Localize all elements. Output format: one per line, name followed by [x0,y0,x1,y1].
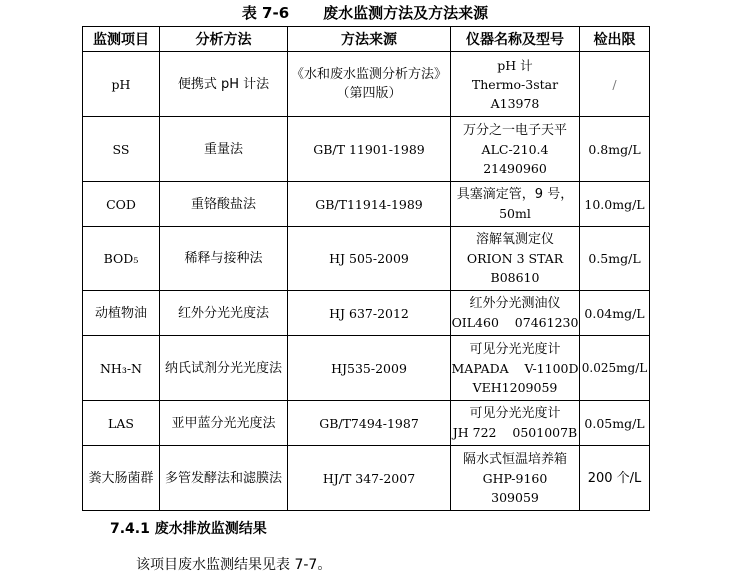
cell-method: 红外分光光度法 [160,291,288,336]
table-row [83,117,650,182]
header-limit: 检出限 [580,27,650,52]
instrument-line: ALC-210.4 [481,141,549,157]
instrument-line: pH 计 [497,57,533,73]
cell-method: 亚甲蓝分光光度法 [160,401,288,446]
cell-method: 多管发酵法和滤膜法 [160,446,288,511]
section-heading: 7.4.1 废水排放监测结果 [110,521,267,537]
source-line: HJ/T 347-2007 [322,470,416,486]
table-number: 表 7-6 [241,4,290,22]
cell-instrument [451,117,580,182]
cell-instrument [451,291,580,336]
instrument-line: 21490960 [483,160,547,176]
source-line: GB/T11914-1989 [315,196,423,212]
source-line: （第四版） [336,86,402,101]
instrument-line: 可见分光光度计 [469,341,561,357]
cell-limit: 0.5mg/L [580,227,650,291]
source-line: HJ 637-2012 [329,305,409,321]
cell-source [288,117,451,182]
cell-method: 纳氏试剂分光光度法 [160,336,288,401]
instrument-line: 309059 [491,489,539,505]
cell-instrument [451,52,580,117]
cell-instrument [451,182,580,227]
instrument-line: GHP-9160 [482,470,548,486]
table-row [83,182,650,227]
cell-source [288,446,451,511]
cell-method: 重量法 [160,117,288,182]
instrument-line: MAPADA V-1100D [451,360,579,376]
header-method: 分析方法 [160,27,288,52]
cell-item: 粪大肠菌群 [83,446,160,511]
body-paragraph: 该项目废水监测结果见表 7-7。 [136,557,332,573]
cell-item: COD [83,182,160,227]
cell-item: NH₃-N [83,336,160,401]
wastewater-methods-table [82,26,650,511]
cell-source [288,182,451,227]
table-header-row [83,27,650,52]
cell-item: LAS [83,401,160,446]
source-line: HJ535-2009 [331,360,407,376]
table-row [83,446,650,511]
source-line: GB/T7494-1987 [319,415,419,431]
instrument-line: 隔水式恒温培养箱 [462,451,567,467]
cell-source [288,227,451,291]
cell-item: pH [83,52,160,117]
cell-instrument [451,401,580,446]
cell-item: BOD₅ [83,227,160,291]
instrument-line: 红外分光测油仪 [469,296,561,311]
instrument-line: ORION 3 STAR [466,251,564,266]
cell-source [288,401,451,446]
cell-instrument [451,227,580,291]
instrument-line: OIL460 07461230 [451,315,579,330]
cell-instrument [451,446,580,511]
instrument-line: Thermo-3star [471,76,559,92]
table-row [83,291,650,336]
instrument-line: 万分之一电子天平 [462,122,567,138]
cell-limit: 0.025mg/L [580,336,650,401]
cell-limit: 0.05mg/L [580,401,650,446]
cell-method: 重铬酸盐法 [160,182,288,227]
table-title: 废水监测方法及方法来源 [323,4,489,22]
instrument-line: 50ml [499,206,531,221]
source-line: HJ 505-2009 [329,251,409,266]
table-row [83,52,650,117]
instrument-line: 具塞滴定管，9 号， [456,187,574,202]
cell-limit: 200 个/L [580,446,650,511]
instrument-line: VEH1209059 [472,379,558,395]
header-source: 方法来源 [288,27,451,52]
cell-method: 便携式 pH 计法 [160,52,288,117]
cell-limit: 0.8mg/L [580,117,650,182]
instrument-line: A13978 [490,95,540,111]
cell-item: SS [83,117,160,182]
source-line: GB/T 11901-1989 [313,141,425,157]
source-line: 《水和废水监测分析方法》 [290,67,447,82]
cell-limit: 10.0mg/L [580,182,650,227]
table-row [83,227,650,291]
instrument-line: B08610 [490,270,540,285]
instrument-line: 可见分光光度计 [469,406,561,421]
instrument-line: JH 722 0501007B [452,425,578,440]
cell-source [288,291,451,336]
header-instrument: 仪器名称及型号 [451,27,580,52]
instrument-line: 溶解氧测定仪 [475,232,554,247]
cell-limit: 0.04mg/L [580,291,650,336]
cell-limit: / [580,52,650,117]
header-item: 监测项目 [83,27,160,52]
table-row [83,401,650,446]
cell-method: 稀释与接种法 [160,227,288,291]
cell-item: 动植物油 [83,291,160,336]
cell-source [288,52,451,117]
cell-instrument [451,336,580,401]
table-row [83,336,650,401]
table-caption [0,2,730,23]
cell-source [288,336,451,401]
